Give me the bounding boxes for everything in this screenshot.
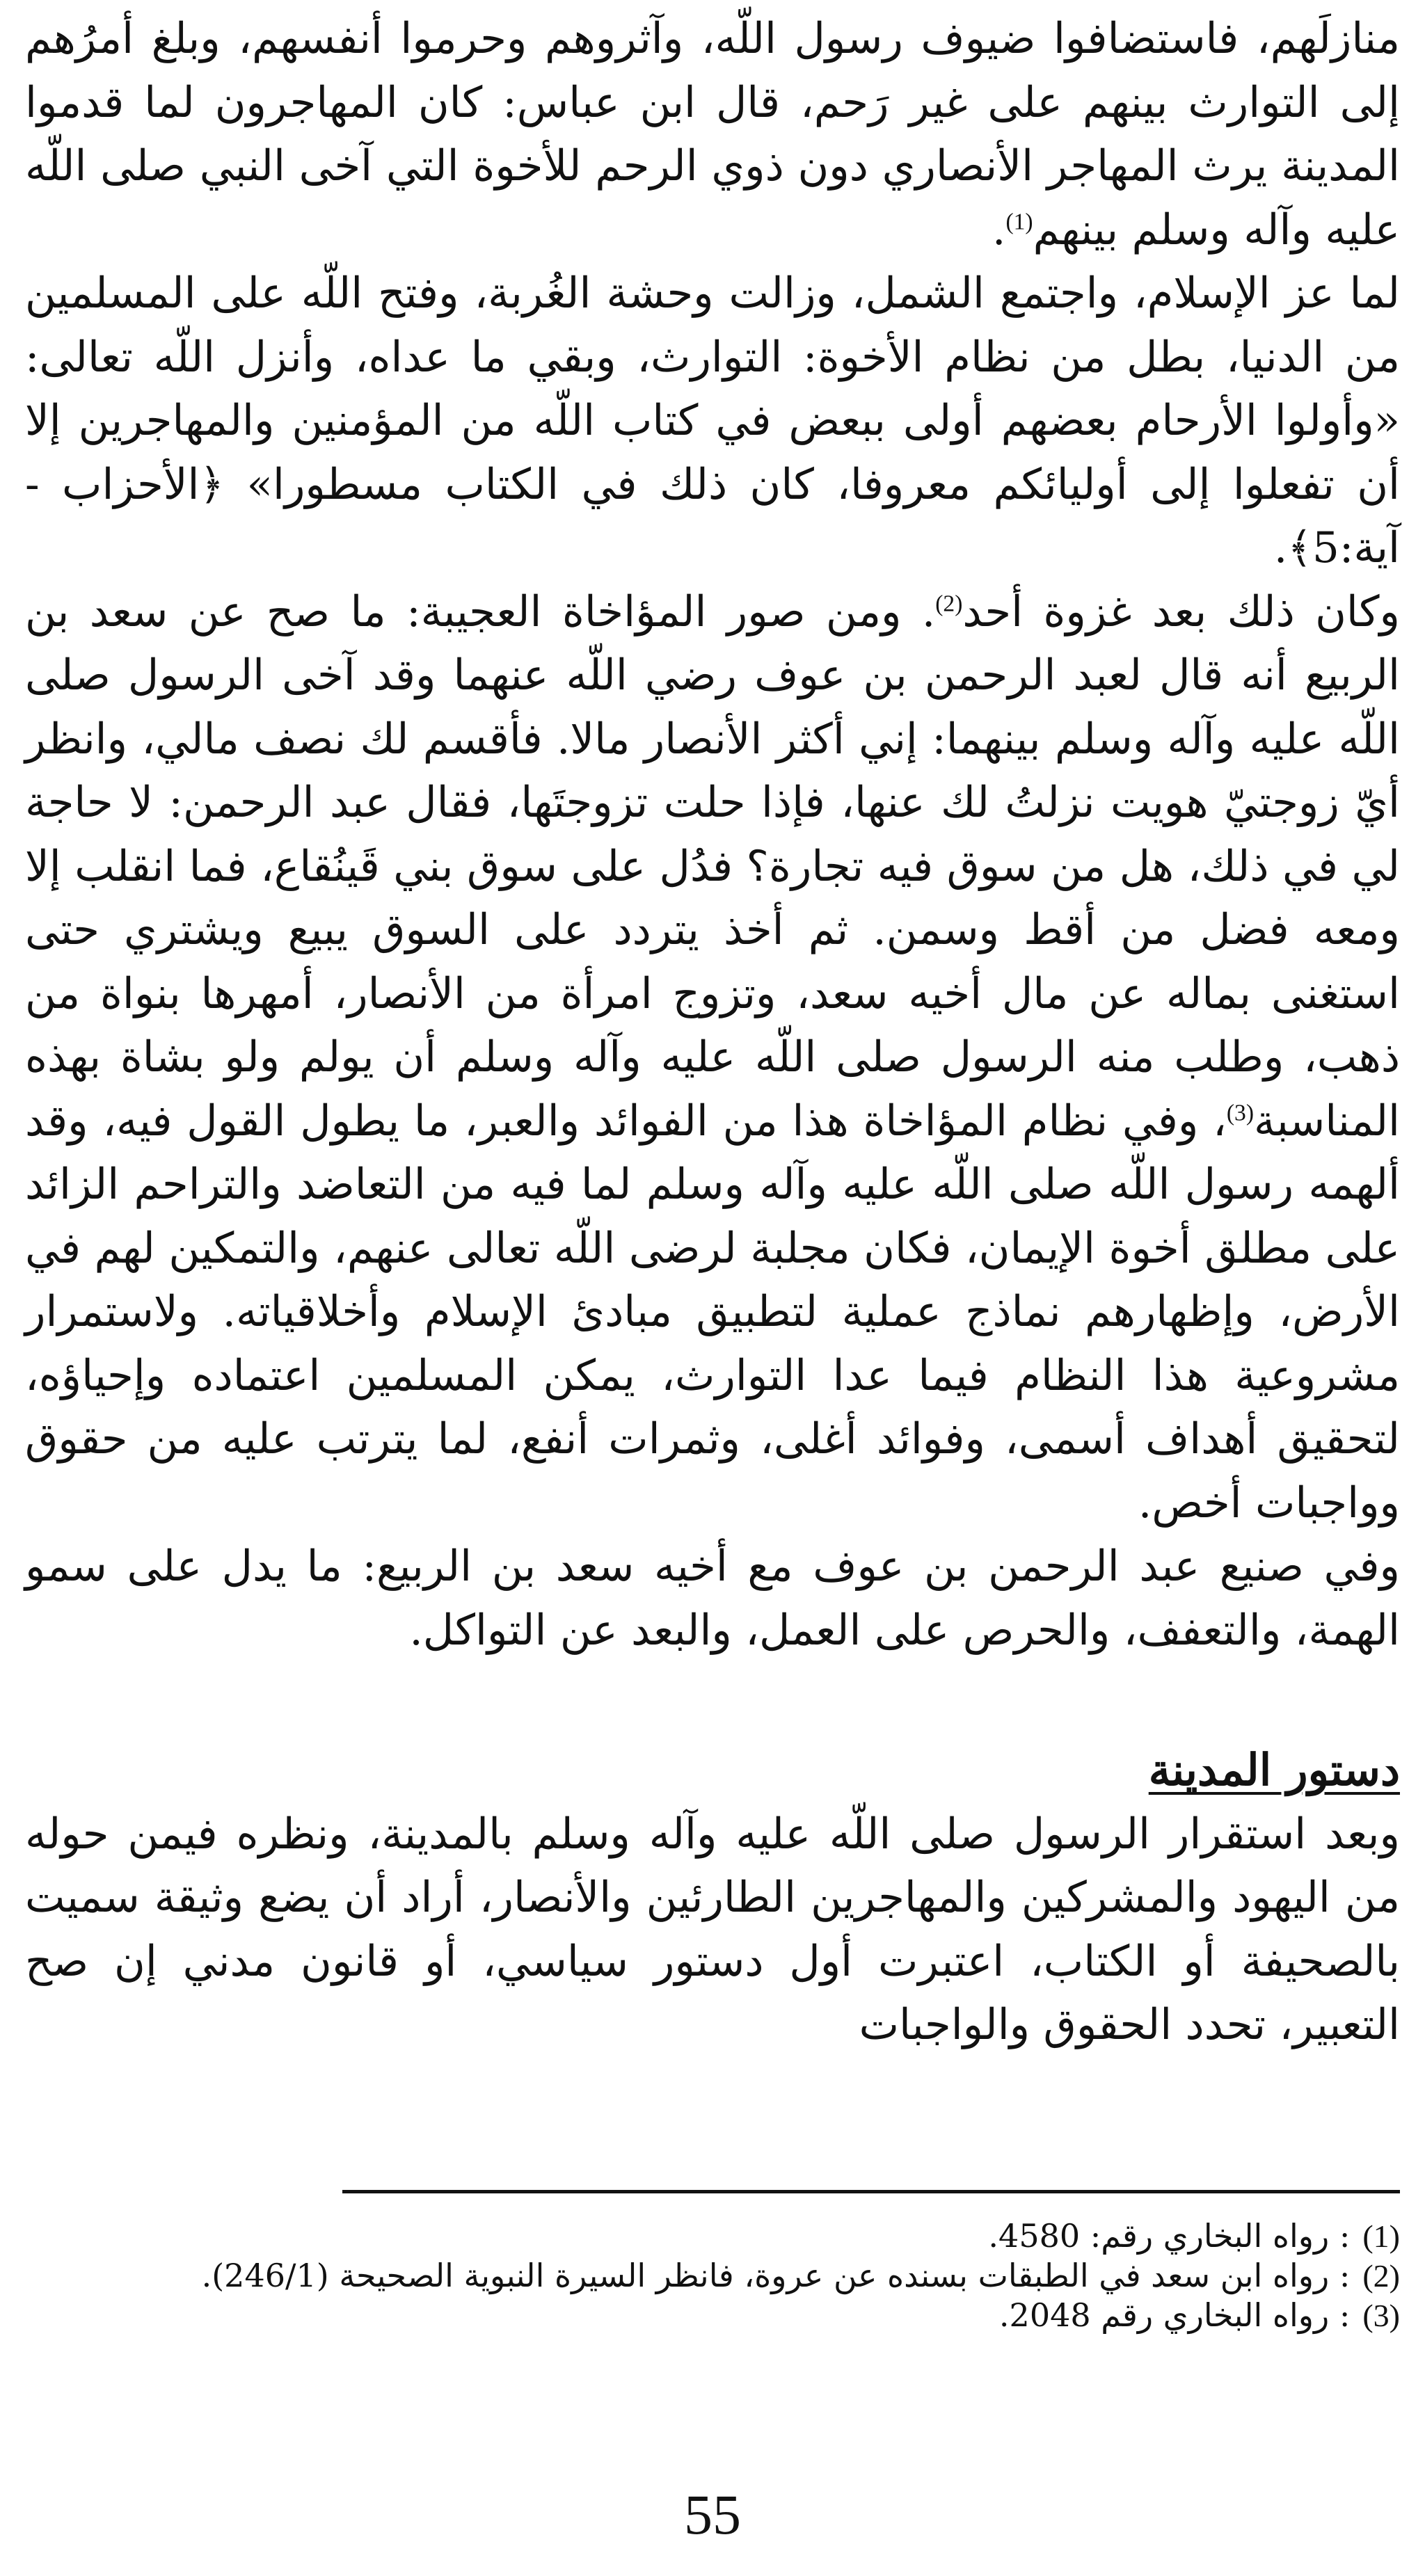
footnotes — [25, 2216, 1400, 2335]
footnote-number: (1) — [1362, 2218, 1400, 2254]
page-number: 55 — [684, 2483, 741, 2546]
main-text — [25, 7, 1400, 2057]
footnote-number: (3) — [1362, 2298, 1400, 2333]
paragraph-4 — [25, 1535, 1400, 1662]
paragraph-2-text: لما عز الإسلام، واجتمع الشمل، وزالت وحشة الغُربة، وفتح اللّه على المسلمين من الدنيا، بطل من نظام الأخوة: التوارث، وبقي ما عداه، وأنزل اللّه تعالى: «وأولوا الأرحام بعضهم أولى ببعض في كتاب اللّه من المؤمنين والمهاجرين إلا أن تفعلوا إلى أوليائكم معروفا، كان ذلك في الكتاب مسطورا» ﴿الأحزاب - آية:5﴾. — [25, 269, 1400, 573]
footnote-2 — [25, 2256, 1400, 2296]
footnote-ref-2: (2) — [935, 591, 963, 617]
paragraph-3 — [25, 580, 1400, 1535]
section-gap — [25, 1662, 1400, 1738]
paragraph-1 — [25, 7, 1400, 262]
paragraph-3-text: وكان ذلك بعد غزوة أحد — [962, 586, 1400, 637]
footnote-text: : رواه البخاري رقم: 4580. — [988, 2217, 1351, 2255]
paragraph-4-text: وفي صنيع عبد الرحمن بن عوف مع أخيه سعد بن الربيع: ما يدل على سمو الهمة، والتعفف، والحرص على العمل، والبعد عن التواكل. — [25, 1542, 1400, 1655]
footnote-divider — [342, 2190, 1400, 2193]
paragraph-1-end: . — [992, 205, 1006, 255]
section-paragraph-text: وبعد استقرار الرسول صلى اللّه عليه وآله وسلم بالمدينة، ونظره فيمن حوله من اليهود والمشركين والمهاجرين الطارئين والأنصار، أراد أن يضع وثيقة سميت بالصحيفة أو الكتاب، اعتبرت أول دستور سياسي، أو قانون مدني إن صح التعبير، تحدد الحقوق والواجبات — [25, 1809, 1400, 2049]
footnote-text: : رواه البخاري رقم 2048. — [998, 2296, 1351, 2334]
section-heading: دستور المدينة — [1148, 1744, 1400, 1795]
paragraph-3-tail: ، وفي نظام المؤاخاة هذا من الفوائد والعبر، ما يطول القول فيه، وقد ألهمه رسول اللّه صلى اللّه عليه وآله وسلم لما فيه من التعاضد والتراحم الزائد على مطلق أخوة الإيمان، فكان مجلبة لرضى اللّه تعالى عنهم، والتمكين لهم في الأرض، وإظهارهم نماذج عملية لتطبيق مبادئ الإسلام وأخلاقياته. ولاستمرار مشروعية هذا النظام فيما عدا التوارث، يمكن المسلمين اعتماده وإحياؤه، لتحقيق أهداف أسمى، وفوائد أغلى، وثمرات أنفع، لما يترتب عليه من حقوق وواجبات أخص. — [25, 1096, 1400, 1528]
footnote-number: (2) — [1362, 2258, 1400, 2294]
footnote-3 — [25, 2296, 1400, 2335]
footnote-ref-1: (1) — [1005, 209, 1033, 235]
footnote-ref-3: (3) — [1226, 1100, 1254, 1126]
footnote-text: : رواه ابن سعد في الطبقات بسنده عن عروة، فانظر السيرة النبوية الصحيحة (246/1). — [201, 2257, 1351, 2294]
paragraph-2 — [25, 262, 1400, 580]
paragraph-1-text: منازلَهم، فاستضافوا ضيوف رسول اللّه، وآثروهم وحرموا أنفسهم، وبلغ أمرُهم إلى التوارث بينهم على غير رَحم، قال ابن عباس: كان المهاجرون لما قدموا المدينة يرث المهاجر الأنصاري دون ذوي الرحم للأخوة التي آخى النبي صلى اللّه عليه وآله وسلم بينهم — [25, 14, 1400, 255]
document-page — [25, 7, 1400, 2576]
footnote-1 — [25, 2216, 1400, 2256]
section-paragraph — [25, 1802, 1400, 2057]
paragraph-3-continuation: . ومن صور المؤاخاة العجيبة: ما صح عن سعد بن الربيع أنه قال لعبد الرحمن بن عوف رضي اللّه عنهما وقد آخى الرسول صلى اللّه عليه وآله وسلم بينهما: إني أكثر الأنصار مالا. فأقسم لك نصف مالي، وانظر أيّ زوجتيّ هويت نزلتُ لك عنها، فإذا حلت تزوجتَها، فقال عبد الرحمن: لا حاجة لي في ذلك، هل من سوق فيه تجارة؟ فدُل على سوق بني قَينُقاع، فما انقلب إلا ومعه فضل من أقط وسمن. ثم أخذ يتردد على السوق يبيع ويشتري حتى استغنى بماله عن مال أخيه سعد، وتزوج امرأة من الأنصار، أمهرها بنواة من ذهب، وطلب منه الرسول صلى اللّه عليه وآله وسلم أن يولم ولو بشاة بهذه المناسبة — [25, 586, 1400, 1146]
